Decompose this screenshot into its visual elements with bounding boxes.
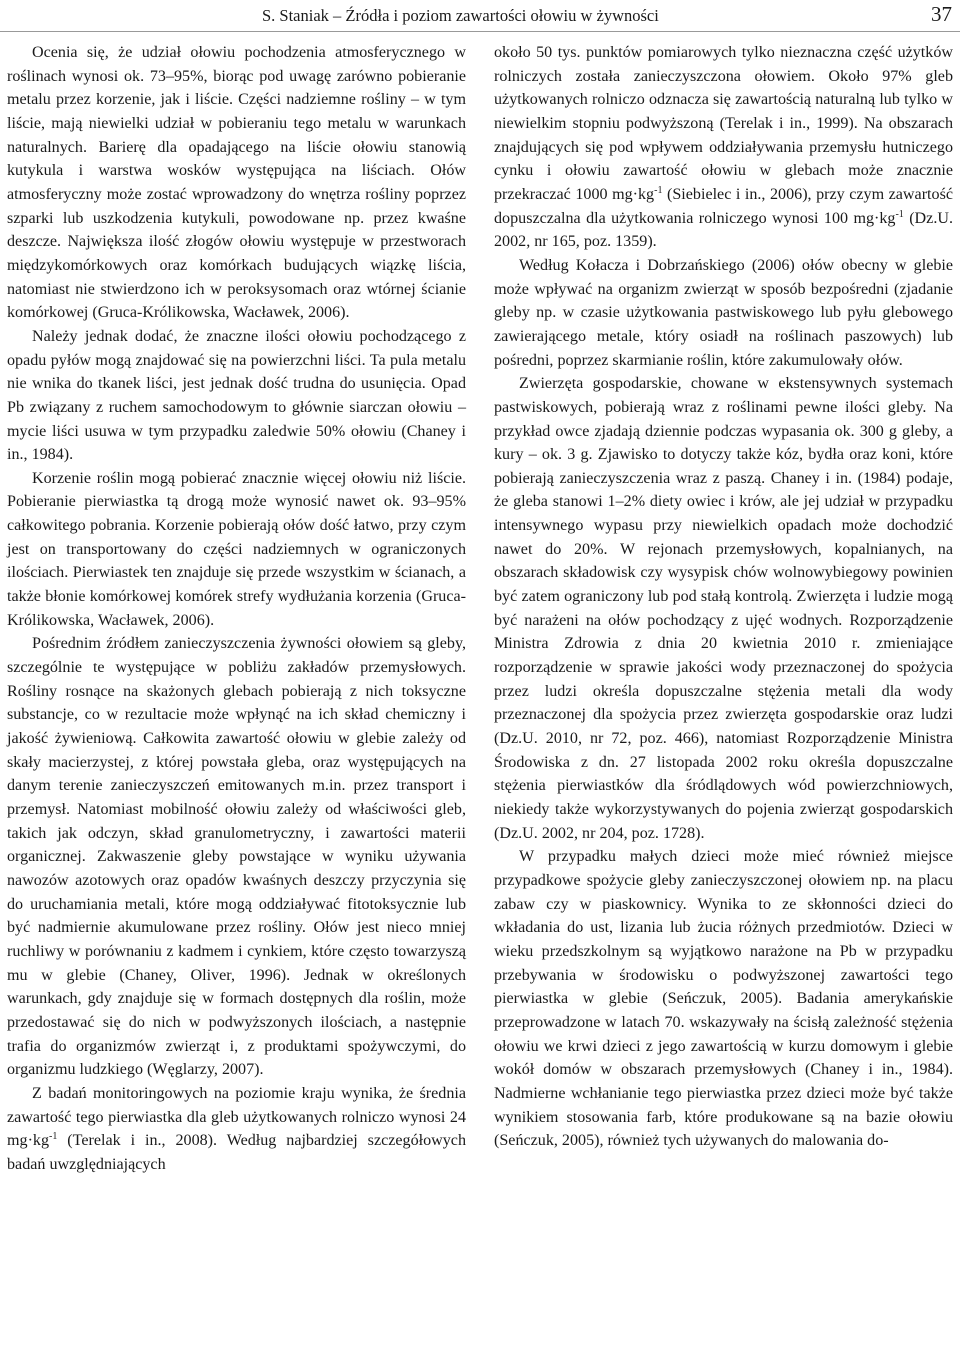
paragraph: Należy jednak dodać, że znaczne ilości ołowiu pochodzącego z opadu pyłów mogą znajdować się na powierzchni liści. Ta pula metalu nie wnika do tkanek liści, jest jednak dość trudna do usunięcia. Opad Pb związany z ruchem samochodowym to głównie siarczan ołowiu – mycie liści usuwa w tym przypadku zaledwie 50% ołowiu (Chaney i in., 1984). (7, 327, 466, 464)
header-rule (0, 31, 960, 32)
paragraph-text: (Terelak i in., 2008). Według najbardziej szczegółowych badań uwzględniających (7, 1132, 466, 1173)
paragraph: W przypadku małych dzieci może mieć również miejsce przypadkowe spożycie gleby zanieczyszczonej ołowiem np. na placu zabaw czy w piaskownicy. Wynika to ze skłonności dzieci do wkładania do ust, lizania lub żucia różnych przedmiotów. Dzieci w wieku przedszkolnym są wyjątkowo narażone na Pb w przypadku przebywania w środowisku o podwyższonej zawartości tego pierwiastka w glebie (Seńczuk, 2005). Badania amerykańskie przeprowadzone w latach 70. wskazywały na ścisłą zależność stężenia ołowiu we krwi dzieci z jego zawartością w kurzu domowym i glebie wokół domów w obszarach przemysłowych (Chaney i in., 1984). Nadmierne wchłanianie tego pierwiastka przez dzieci może być także wynikiem stosowania farb, które produkowane są na bazie ołowiu (Seńczuk, 2005), również tych używanych do malowania do- (494, 848, 953, 1150)
superscript: -1 (654, 184, 663, 196)
paragraph-text: Z badań monitoringowych na poziomie kraju wynika, że średnia zawartość tego pierwiastka dla gleb użytkowanych rolniczo wynosi 24 mg·kg (7, 1084, 466, 1150)
paragraph (7, 1082, 466, 1177)
paragraph: Pośrednim źródłem zanieczyszczenia żywności ołowiem są gleby, szczególnie te występujące w pobliżu zakładów przemysłowych. Rośliny rosnące na skażonych glebach pobierają z nich toksyczne substancje, co w rezultacie może wpłynąć na ich skład chemiczny i jakość żywieniową. Całkowita zawartość ołowiu w glebie zależy od skały macierzystej, z której powstała gleba, oraz występujących na danym terenie zanieczyszczeń emitowanych m.in. przez transport i przemysł. Natomiast mobilność ołowiu zależy od właściwości gleb, takich jak odczyn, skład granulometryczny, i zawartości materii organicznej. Zakwaszenie gleby powstające w wyniku używania nawozów azotowych oraz opadów kwaśnych deszczy przyczynia się do uruchamiania metali, które mogą oddziaływać fitotoksycznie lub być nadmiernie akumulowane przez rośliny. Ołów jest nieco mniej ruchliwy w porównaniu z kadmem i cynkiem, które często towarzyszą mu w glebie (Chaney, Oliver, 1996). Jednak w określonych warunkach, gdy znajduje się w formach dostępnych dla roślin, może przedostawać się do nich w podwyższonych ilościach, a następnie trafia do organizmów zwierząt i, z produktami spożywczymi, do organizmu ludzkiego (Węglarzy, 2007). (7, 635, 466, 1079)
paragraph-text: (Siebielec i in., 2006), przy czym zawartość dopuszczalna dla użytkowania rolniczego wynosi 100 mg·kg (494, 185, 953, 227)
superscript: -1 (49, 1131, 58, 1143)
right-column (494, 41, 953, 1153)
page-header (0, 0, 960, 40)
page-number: 37 (931, 2, 952, 26)
paragraph-text: (Dz.U. 2002, nr 165, poz. 1359). (494, 209, 953, 251)
paragraph-text: około 50 tys. punktów pomiarowych tylko nieznaczna część użytków rolniczych została zanieczyszczona ołowiem. Około 97% gleb użytkowanych rolniczo odznacza się zawartością naturalną lub tylko w niewielkim stopniu podwyższoną (Terelak i in., 1999). Na obszarach znajdujących się pod wpływem oddziaływania przemysłu hutniczego cynku i ołowiu zawartość ołowiu w glebach może znacznie przekraczać 1000 mg·kg (494, 44, 953, 203)
paragraph: Zwierzęta gospodarskie, chowane w ekstensywnych systemach pastwiskowych, pobierają wraz z roślinami pewne ilości gleby. Na przykład owce zjadają dziennie podczas wypasania ok. 300 g gleby, a kury – ok. 3 g. Zjawisko to dotyczy także kóz, bydła oraz koni, które pobierają zanieczyszczenia wraz z paszą. Chaney i in. (1984) podaje, że gleba stanowi 1–2% diety owiec i krów, ale jej udział w przypadku intensywnego wypasu przy niewielkich opadach może dochodzić nawet do 20%. W rejonach przemysłowych, kopalnianych, na obszarach składowisk czy wysypisk chów wolnowybiegowy powinien być zatem ograniczony lub pod stałą kontrolą. Zwierzęta i ludzie mogą być narażeni na ołów pochodzący z ujęć wodnych. Rozporządzenie Ministra Zdrowia z dnia 20 kwietnia 2010 r. zmieniające rozporządzenie w sprawie jakości wody przeznaczonej do spożycia przez ludzi określa dopuszczalne stężenia metali dla wody przeznaczonej dla spożycia przez zwierzęta gospodarskie oraz ludzi (Dz.U. 2010, nr 72, poz. 466), natomiast Rozporządzenie Ministra Środowiska z dn. 27 listopada 2002 roku określa dopuszczalne stężenia pierwiastków dla śródlądowych wód powierzchniowych, niekiedy także wykorzystywanych do pojenia zwierząt gospodarskich (Dz.U. 2002, nr 204, poz. 1728). (494, 375, 953, 842)
paragraph: Korzenie roślin mogą pobierać znacznie więcej ołowiu niż liście. Pobieranie pierwiastka tą drogą może wynosić nawet ok. 93–95% całkowitego pobrania. Korzenie pobierają ołów dość łatwo, przy czym jest on transportowany do części nadziemnych w ograniczonych ilościach. Pierwiastek ten znajduje się przede wszystkim w ścianach, a także błonie komórkowej komórek strefy wydłużania korzenia (Gruca-Królikowska, Wacławek, 2006). (7, 469, 466, 629)
running-title: S. Staniak – Źródła i poziom zawartości ołowiu w żywności (262, 6, 659, 25)
superscript: -1 (895, 208, 904, 220)
paragraph-continued (494, 41, 953, 254)
left-column (7, 41, 466, 1177)
paragraph: Według Kołacza i Dobrzańskiego (2006) ołów obecny w glebie może wpływać na organizm zwierząt w sposób bezpośredni (zjadanie gleby np. w czasie użytkowania pastwiskowego lub pyłu glebowego zawierającego metale, który osiadł na roślinach paszowych) lub pośredni, poprzez skarmianie roślin, które zakumulowały ołów. (494, 256, 953, 369)
paragraph: Ocenia się, że udział ołowiu pochodzenia atmosferycznego w roślinach wynosi ok. 73–95%, biorąc pod uwagę zarówno pobieranie metalu przez korzenie, jak i liście. Części nadziemne rośliny – w tym liście, mają niewielki udział w pobieraniu tego metalu w warunkach naturalnych. Barierę dla opadającego na liście ołowiu stanowią kutykula i warstwa wosków występująca na liściach. Ołów atmosferyczny może zostać wprowadzony do wnętrza rośliny poprzez szparki lub uszkodzenia kutykuli, powodowane np. przez kwaśne deszcze. Największa ilość złogów ołowiu występuje w przestworach międzykomórkowych oraz komórkach budujących wiązkę liścia, natomiast nie stwierdzono ich w peroksysomach oraz wtórnej ścianie komórkowej (Gruca-Królikowska, Wacławek, 2006). (7, 44, 466, 322)
